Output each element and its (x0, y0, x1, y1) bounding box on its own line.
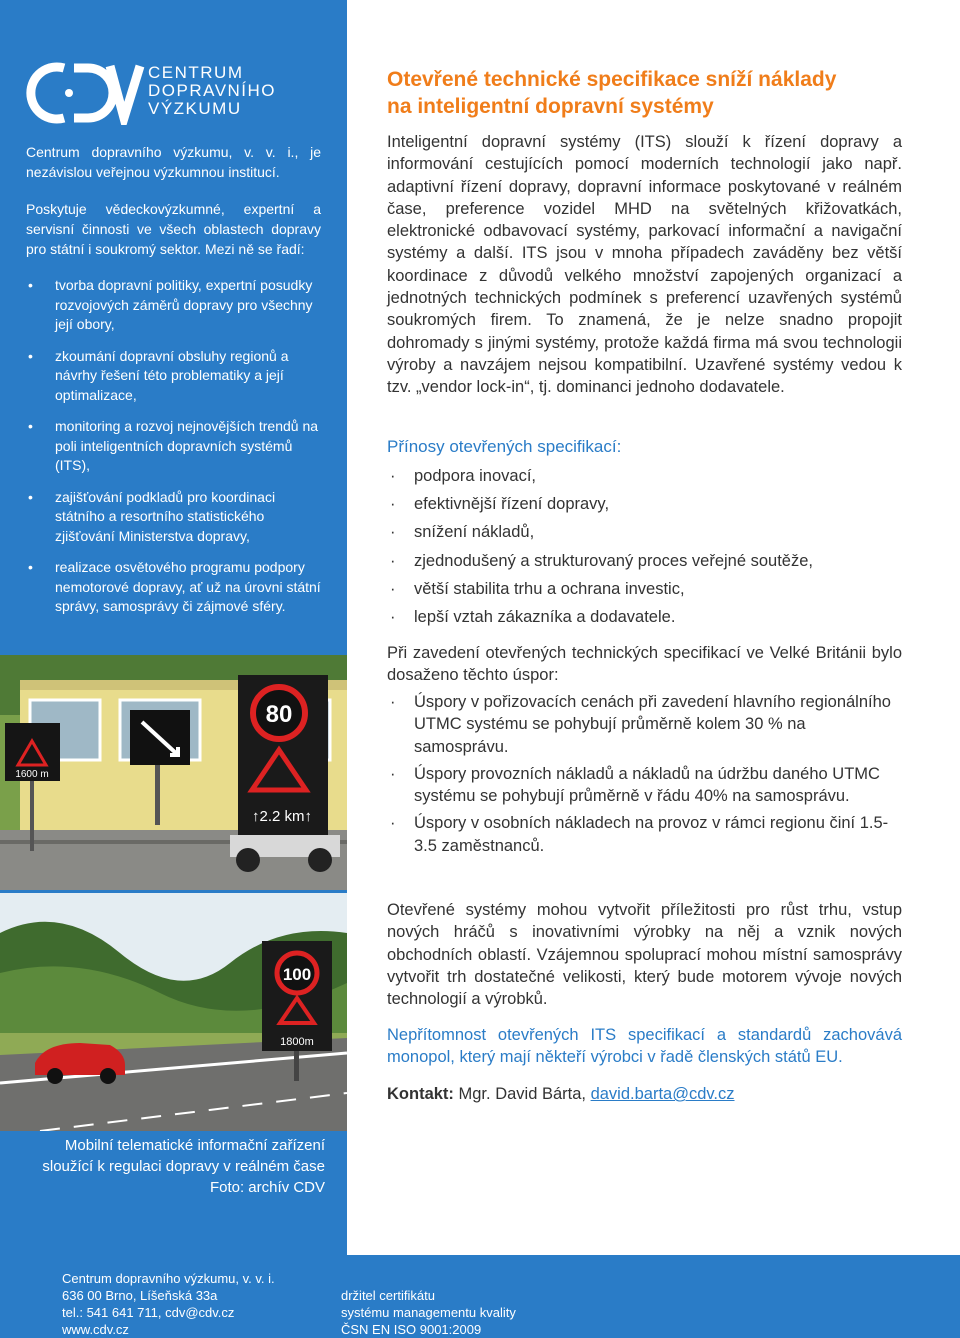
list-item (387, 691, 902, 758)
bullet-icon: • (28, 488, 33, 505)
footer-web-link[interactable]: www.cdv.cz (62, 1322, 129, 1337)
bullet-icon: • (28, 347, 33, 364)
logo-line-3: VÝZKUMU (148, 99, 242, 118)
list-item (26, 276, 321, 335)
logo-line-1: CENTRUM (148, 63, 244, 82)
bullet-icon: • (28, 277, 33, 293)
contact-name: Mgr. David Bárta, (458, 1085, 586, 1103)
footer (0, 1255, 960, 1338)
bullet-icon: · (390, 764, 396, 783)
highway-sign-photo (0, 893, 347, 1131)
bullet-icon: · (390, 467, 396, 485)
article-title (387, 66, 902, 120)
list-item (387, 603, 902, 631)
bullet-icon: · (390, 693, 396, 711)
cert-line-1: držitel certifikátu (341, 1288, 435, 1303)
bullet-icon: · (390, 579, 396, 598)
bullet-icon: · (390, 495, 396, 514)
article-paragraph: Otevřené systémy mohou vytvořit příležitosti pro růst trhu, vstup nových hráčů s inovativními výrobky na něj a vznik nových obchodních oblastí. Vzájemnou spoluprací mohou místní samosprávy vytvořit trh dostatečné velikosti, který bude motorem vývoje nových technologií a výrobků. (387, 901, 902, 1009)
contact-email-link[interactable]: david.barta@cdv.cz (590, 1085, 735, 1103)
sidebar-services-intro: Poskytuje vědeckovýzkumné, expertní a servisní činnosti ve všech oblastech dopravy pro státní i soukromý sektor. Mezi ně se řadí: (26, 201, 321, 257)
list-item (387, 462, 902, 490)
list-item (26, 347, 321, 406)
list-item-text: zajišťování podkladů pro koordinaci státního a resortního statistického zjišťování Ministerstva dopravy, (55, 488, 276, 544)
sidebar-panel (0, 0, 347, 1255)
list-item-text: lepší vztah zákazníka a dodavatele. (414, 608, 676, 627)
sign-distance-label: 1600 m (15, 769, 49, 780)
list-item-text: zjednodušený a strukturovaný proces veřejné soutěže, (414, 551, 813, 570)
savings-list (387, 691, 902, 862)
list-item-text: Úspory provozních nákladů a nákladů na údržbu daného UTMC systému se pohybují průměrně v řádu 40% na samosprávu. (414, 764, 880, 806)
footer-certification (341, 1287, 516, 1338)
cert-line-3: ČSN EN ISO 9001:2009 (341, 1322, 482, 1337)
list-item (387, 490, 902, 518)
services-list (26, 276, 321, 629)
article-paragraph: Při zavedení otevřených technických specifikací ve Velké Británii bylo dosaženo těchto úspor: (387, 644, 902, 685)
list-item-text: větší stabilita trhu a ochrana investic, (414, 579, 685, 598)
list-item (387, 575, 902, 603)
bullet-icon: · (390, 523, 396, 542)
benefits-heading: Přínosy otevřených specifikací: (387, 437, 622, 456)
footer-org: Centrum dopravního výzkumu, v. v. i. (62, 1271, 275, 1286)
list-item-text: podpora inovací, (414, 467, 537, 485)
bullet-icon: · (390, 814, 396, 833)
sign-distance-label: ↑2.2 km↑ (251, 808, 313, 825)
sign-distance-label: 1800m (280, 1036, 314, 1048)
contact-label: Kontakt: (387, 1085, 454, 1103)
caption-line-3: Foto: archív CDV (209, 1179, 325, 1196)
list-item (26, 558, 321, 617)
caption-line-2: sloužící k regulaci dopravy v reálném čase (42, 1158, 325, 1175)
list-item (26, 488, 321, 547)
article-paragraph: Inteligentní dopravní systémy (ITS) slouží k řízení dopravy a informování cestujících pomocí moderních technologií jako např. adaptivní řízení dopravy, dopravní informace poskytované v reálném čase, preference vozidel MHD na světelných křižovatkách, elektronické odbavovací systémy, parkovací informační a navigační systémy a další. ITS jsou v mnoha případech zaváděny bez větší koordinace z důvodů velkého množství zapojených organizací a jednotných technických podmínek s preferencí uzavřených systémů soukromých firem. To znamená, že je nelze snadno propojit dohromady s jinými systémy, protože každá firma má svou technologii výroby a navzájem nejsou kompatibilní. Uzavřené systémy vedou k tzv. „vendor lock-in“, tj. dominanci jednoho dodavatele. (387, 133, 902, 397)
speed-limit-value: 80 (265, 701, 293, 728)
footer-street: 636 00 Brno, Líšeňská 33a (62, 1288, 218, 1303)
list-item-text: Úspory v osobních nákladech na provoz v rámci regionu činí 1.5-3.5 zaměstnanců. (414, 814, 889, 855)
list-item-text: monitoring a rozvoj nejnovějších trendů na poli inteligentních dopravních systémů (ITS), (55, 418, 319, 473)
list-item-text: zkoumání dopravní obsluhy regionů a návrhy řešení této problematiky a její optimalizace, (55, 347, 289, 403)
list-item-text: efektivnější řízení dopravy, (414, 495, 610, 514)
benefits-list (387, 462, 902, 631)
sidebar-intro: Centrum dopravního výzkumu, v. v. i., je nezávislou veřejnou výzkumnou institucí. (26, 144, 321, 180)
list-item (387, 763, 902, 808)
speed-limit-value: 100 (282, 965, 312, 984)
list-item (387, 518, 902, 546)
caption-line-1: Mobilní telematické informační zařízení (64, 1137, 325, 1154)
list-item (387, 812, 902, 857)
logo-wordmark (148, 64, 276, 118)
contact-line (387, 1083, 902, 1105)
footer-address (62, 1270, 275, 1338)
bullet-icon: · (390, 608, 396, 627)
article-highlight-paragraph: Nepřítomnost otevřených ITS specifikací a standardů zachovává monopol, který mají někteří výrobci v řadě členských států EU. (387, 1026, 902, 1067)
list-item (387, 547, 902, 575)
bullet-icon: • (28, 418, 33, 434)
list-item-text: tvorba dopravní politiky, expertní posudky rozvojových záměrů dopravy pro všechny její obory, (55, 277, 313, 332)
list-item-text: Úspory v pořizovacích cenách při zavedení hlavního regionálního UTMC systému se pohybují průměrně kolem 30 % na samosprávu. (414, 693, 891, 756)
footer-phone: tel.: 541 641 711, cdv@cdv.cz (62, 1305, 235, 1320)
list-item (26, 417, 321, 476)
photo-caption (20, 1135, 325, 1198)
article-title-line-2: na inteligentní dopravní systémy (387, 95, 714, 118)
article-title-line-1: Otevřené technické specifikace sníží náklady (387, 68, 837, 91)
list-item-text: realizace osvětového programu podpory nemotorové dopravy, ať už na úrovni státní správy, samosprávy či zájmové sféry. (55, 559, 321, 614)
list-item-text: snížení nákladů, (414, 523, 535, 542)
bullet-icon: · (390, 551, 396, 570)
bullet-icon: • (28, 559, 33, 575)
logo-line-2: DOPRAVNÍHO (148, 81, 277, 100)
traffic-sign-trailers-photo (0, 655, 347, 890)
cert-line-2: systému managementu kvality (341, 1305, 516, 1320)
